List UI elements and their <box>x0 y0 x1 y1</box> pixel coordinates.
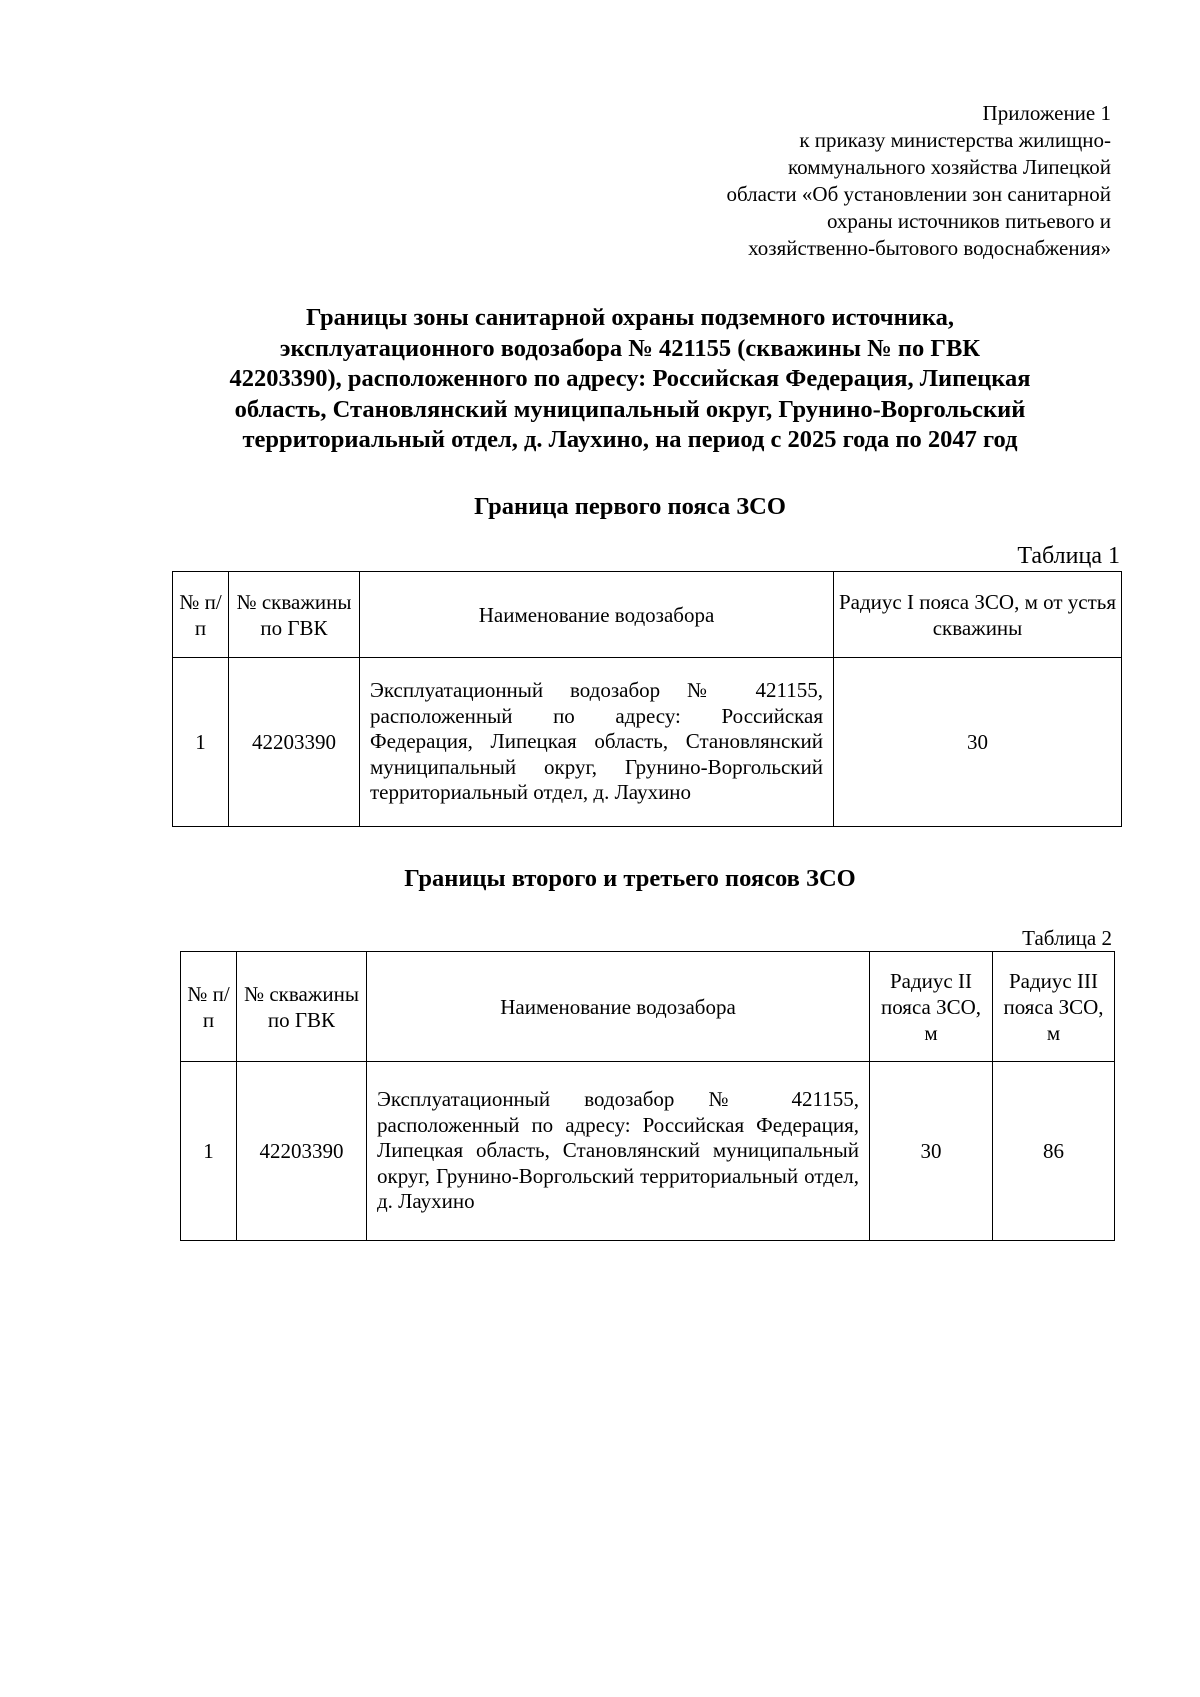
title-line: область, Становлянский муниципальный округ, Грунино-Воргольский <box>234 395 1026 423</box>
title-line: Границы зоны санитарной охраны подземного источника, <box>306 304 954 331</box>
header-name: Наименование водозабора <box>367 952 870 1062</box>
appendix-note <box>631 100 1111 262</box>
appendix-line: хозяйственно-бытового водоснабжения» <box>748 236 1111 260</box>
table1-caption: Таблица 1 <box>1017 543 1120 569</box>
cell-well: 42203390 <box>237 1062 367 1241</box>
cell-name: Эксплуатационный водозабор № 421155, расположенный по адресу: Российская Федерация, Липецкая область, Становлянский муниципальный округ, Грунино-Воргольский территориальный отдел, д. Лаухино <box>367 1062 870 1241</box>
table2-caption: Таблица 2 <box>1022 926 1112 950</box>
title-line: территориальный отдел, д. Лаухино, на период с 2025 года по 2047 год <box>242 426 1018 453</box>
header-radius-ii: Радиус II пояса ЗСО, м <box>870 952 993 1062</box>
header-num: № п/п <box>173 572 229 658</box>
cell-num: 1 <box>181 1062 237 1241</box>
appendix-line: коммунального хозяйства Липецкой <box>788 155 1111 179</box>
table-row <box>173 658 1122 827</box>
header-num: № п/п <box>181 952 237 1062</box>
section2-heading: Границы второго и третьего поясов ЗСО <box>404 865 856 892</box>
cell-radius-ii: 30 <box>870 1062 993 1241</box>
table-first-zone <box>172 571 1122 827</box>
title-line: 42203390), расположенного по адресу: Российская Федерация, Липецкая <box>229 365 1031 392</box>
section1-heading: Граница первого пояса ЗСО <box>474 493 786 520</box>
appendix-line: Приложение 1 <box>982 101 1111 125</box>
header-well: № скважины по ГВК <box>229 572 360 658</box>
table2-header-row <box>181 952 1115 1062</box>
cell-radius: 30 <box>834 658 1122 827</box>
header-name: Наименование водозабора <box>360 572 834 658</box>
cell-name: Эксплуатационный водозабор № 421155, расположенный по адресу: Российская Федерация, Липецкая область, Становлянский муниципальный округ, Грунино-Воргольский территориальный отдел, д. Лаухино <box>360 658 834 827</box>
header-radius-iii: Радиус III пояса ЗСО, м <box>993 952 1115 1062</box>
header-radius: Радиус I пояса ЗСО, м от устья скважины <box>834 572 1122 658</box>
cell-num: 1 <box>173 658 229 827</box>
appendix-line: охраны источников питьевого и <box>826 209 1111 233</box>
appendix-line: области «Об установлении зон санитарной <box>726 182 1111 206</box>
title-line: эксплуатационного водозабора № 421155 (скважины № по ГВК <box>279 334 981 362</box>
table-row <box>181 1062 1115 1241</box>
document-title <box>150 303 1110 456</box>
appendix-line: к приказу министерства жилищно- <box>799 128 1111 152</box>
table1-header-row <box>173 572 1122 658</box>
cell-radius-iii: 86 <box>993 1062 1115 1241</box>
table-second-third-zones <box>180 951 1115 1241</box>
header-well: № скважины по ГВК <box>237 952 367 1062</box>
cell-well: 42203390 <box>229 658 360 827</box>
